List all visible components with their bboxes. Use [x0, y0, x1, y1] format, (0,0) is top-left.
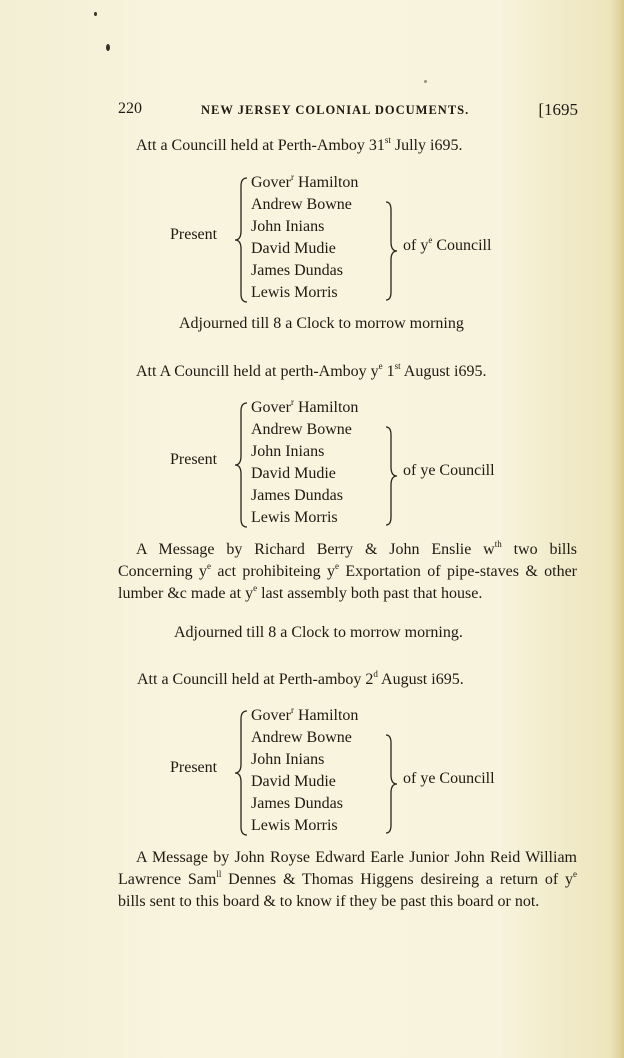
ink-speck — [106, 44, 110, 51]
members-list — [251, 397, 358, 529]
member-name: David Mudie — [251, 240, 336, 257]
left-brace — [233, 709, 249, 837]
member-name: Lewis Morris — [251, 817, 338, 834]
page-number: 220 — [118, 100, 142, 117]
member-governor: Gover$^r$ Hamilton — [251, 172, 359, 191]
ink-speck — [94, 12, 97, 16]
member-governor: Gover$^r$ Hamilton — [251, 705, 359, 724]
right-brace — [384, 733, 400, 835]
member-name: Andrew Bowne — [251, 196, 352, 213]
entry-1-present-block — [170, 172, 530, 302]
page-edge-shading — [610, 0, 624, 1058]
running-title: NEW JERSEY COLONIAL DOCUMENTS. — [201, 103, 470, 117]
entry-3-message: A Message by John Royse Edward Earle Junior John Reid William Lawrence Sam$^{ll}$ Dennes & Thomas Higgens desireing a return of $y^e$ bills sent to this board & to know if they be past this board or not. — [118, 849, 577, 910]
running-head — [118, 100, 578, 122]
ink-speck — [424, 80, 427, 83]
members-list — [251, 172, 358, 304]
member-name: Andrew Bowne — [251, 729, 352, 746]
entry-3-heading: Att a Councill held at Perth-amboy 2$^d$ August i695. — [137, 669, 464, 688]
member-name: Andrew Bowne — [251, 421, 352, 438]
entry-1-heading: Att a Councill held at Perth-Amboy 31st Jully i695. — [136, 135, 463, 154]
left-brace — [233, 401, 249, 529]
entry-2-adjourn: Adjourned till 8 a Clock to morrow morning. — [174, 624, 463, 641]
right-brace — [384, 200, 400, 302]
member-governor: Gover$^r$ Hamilton — [251, 397, 359, 416]
council-label: of ye Councill — [403, 462, 495, 479]
right-brace — [384, 425, 400, 527]
entry-2-heading: Att A Councill held at perth-Amboy $y^e$ 1st August i695. — [136, 361, 487, 380]
entry-1-adjourn: Adjourned till 8 a Clock to morrow morning — [179, 315, 464, 332]
entry-3-present-block — [170, 705, 530, 835]
member-name: John Inians — [251, 443, 325, 460]
member-name: John Inians — [251, 751, 325, 768]
member-name: Lewis Morris — [251, 509, 338, 526]
left-brace — [233, 176, 249, 304]
member-name: John Inians — [251, 218, 325, 235]
entry-2-present-block — [170, 397, 530, 527]
member-name: James Dundas — [251, 262, 343, 279]
entry-2-message: A Message by Richard Berry & John Enslie $w^{th}$ two bills Concerning $y^e$ act prohibiteing $y^e$ Exportation of pipe-staves & other lumber &c made at $y^e$ last assembly both past that house. — [118, 539, 578, 602]
member-name: David Mudie — [251, 773, 336, 790]
member-name: Lewis Morris — [251, 284, 338, 301]
member-name: James Dundas — [251, 795, 343, 812]
year-bracket: [1695 — [538, 100, 578, 119]
council-label: of ye Councill — [403, 770, 495, 787]
member-name: James Dundas — [251, 487, 343, 504]
present-label: Present — [170, 226, 218, 243]
present-label: Present — [170, 451, 218, 468]
members-list — [251, 705, 358, 837]
member-name: David Mudie — [251, 465, 336, 482]
council-label: of $y^e$ Councill — [403, 235, 492, 254]
present-label: Present — [170, 759, 218, 776]
